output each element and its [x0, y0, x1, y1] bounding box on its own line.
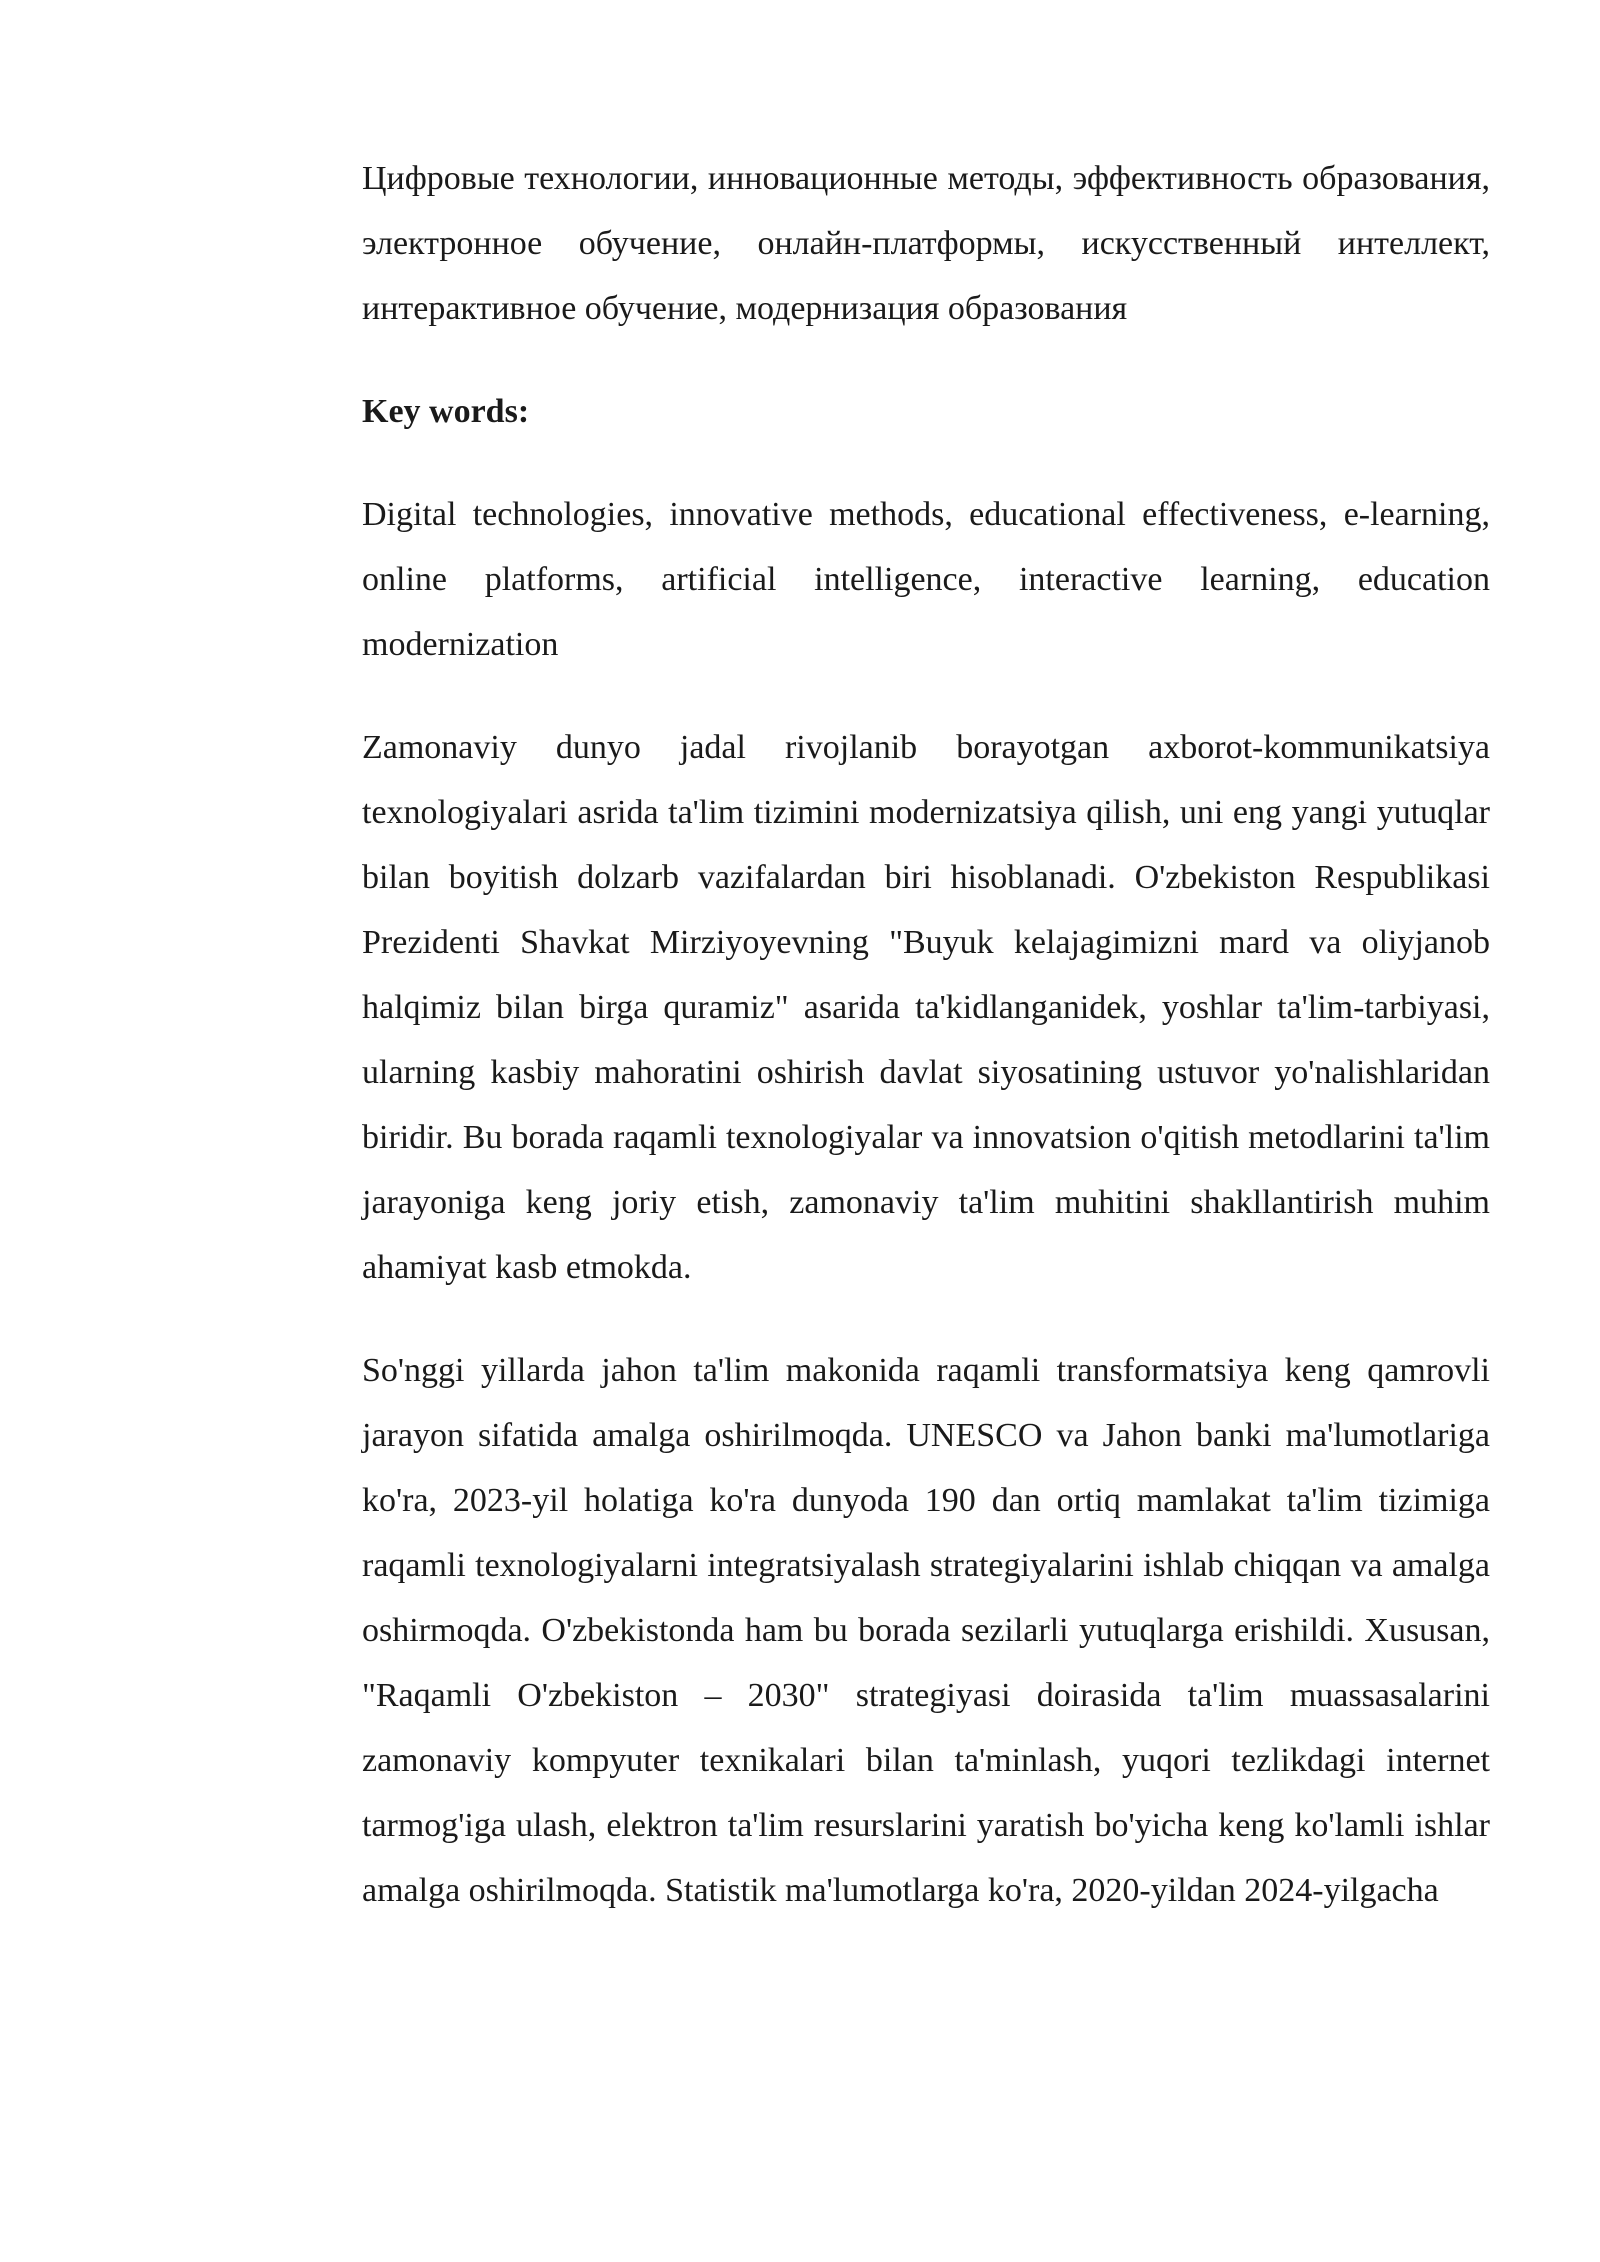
keywords-english: Digital technologies, innovative methods, educational effectiveness, e-learning, online platforms, artificial intelligence, interactive learning, education modernization	[362, 496, 1490, 663]
document-body	[362, 146, 1490, 1961]
keywords-russian: Цифровые технологии, инновационные методы, эффективность образования, электронное обучение, онлайн-платформы, искусственный интеллект, интерактивное обучение, модернизация образования	[362, 160, 1490, 327]
keywords-english-heading: Key words:	[362, 393, 530, 430]
body-paragraph-2: So'nggi yillarda jahon ta'lim makonida raqamli transformatsiya keng qamrovli jarayon sifatida amalga oshirilmoqda. UNESCO va Jahon banki ma'lumotlariga ko'ra, 2023-yil holatiga ko'ra dunyoda 190 dan ortiq mamlakat ta'lim tizimiga raqamli texnologiyalarni integratsiyalash strategiyalarini ishlab chiqqan va amalga oshirmoqda. O'zbekistonda ham bu borada sezilarli yutuqlarga erishildi. Xususan, "Raqamli O'zbekiston – 2030" strategiyasi doirasida ta'lim muassasalarini zamonaviy kompyuter texnikalari bilan ta'minlash, yuqori tezlikdagi internet tarmog'iga ulash, elektron ta'lim resurslarini yaratish bo'yicha keng ko'lamli ishlar amalga oshirilmoqda. Statistik ma'lumotlarga ko'ra, 2020-yildan 2024-yilgacha	[362, 1352, 1490, 1909]
body-paragraph-1: Zamonaviy dunyo jadal rivojlanib borayotgan axborot-kommunikatsiya texnologiyalari asrida ta'lim tizimini modernizatsiya qilish, uni eng yangi yutuqlar bilan boyitish dolzarb vazifalardan biri hisoblanadi. O'zbekiston Respublikasi Prezidenti Shavkat Mirziyoyevning "Buyuk kelajagimizni mard va oliyjanob halqimiz bilan birga quramiz" asarida ta'kidlanganidek, yoshlar ta'lim-tarbiyasi, ularning kasbiy mahoratini oshirish davlat siyosatining ustuvor yo'nalishlaridan biridir. Bu borada raqamli texnologiyalar va innovatsion o'qitish metodlarini ta'lim jarayoniga keng joriy etish, zamonaviy ta'lim muhitini shakllantirish muhim ahamiyat kasb etmokda.	[362, 729, 1490, 1286]
